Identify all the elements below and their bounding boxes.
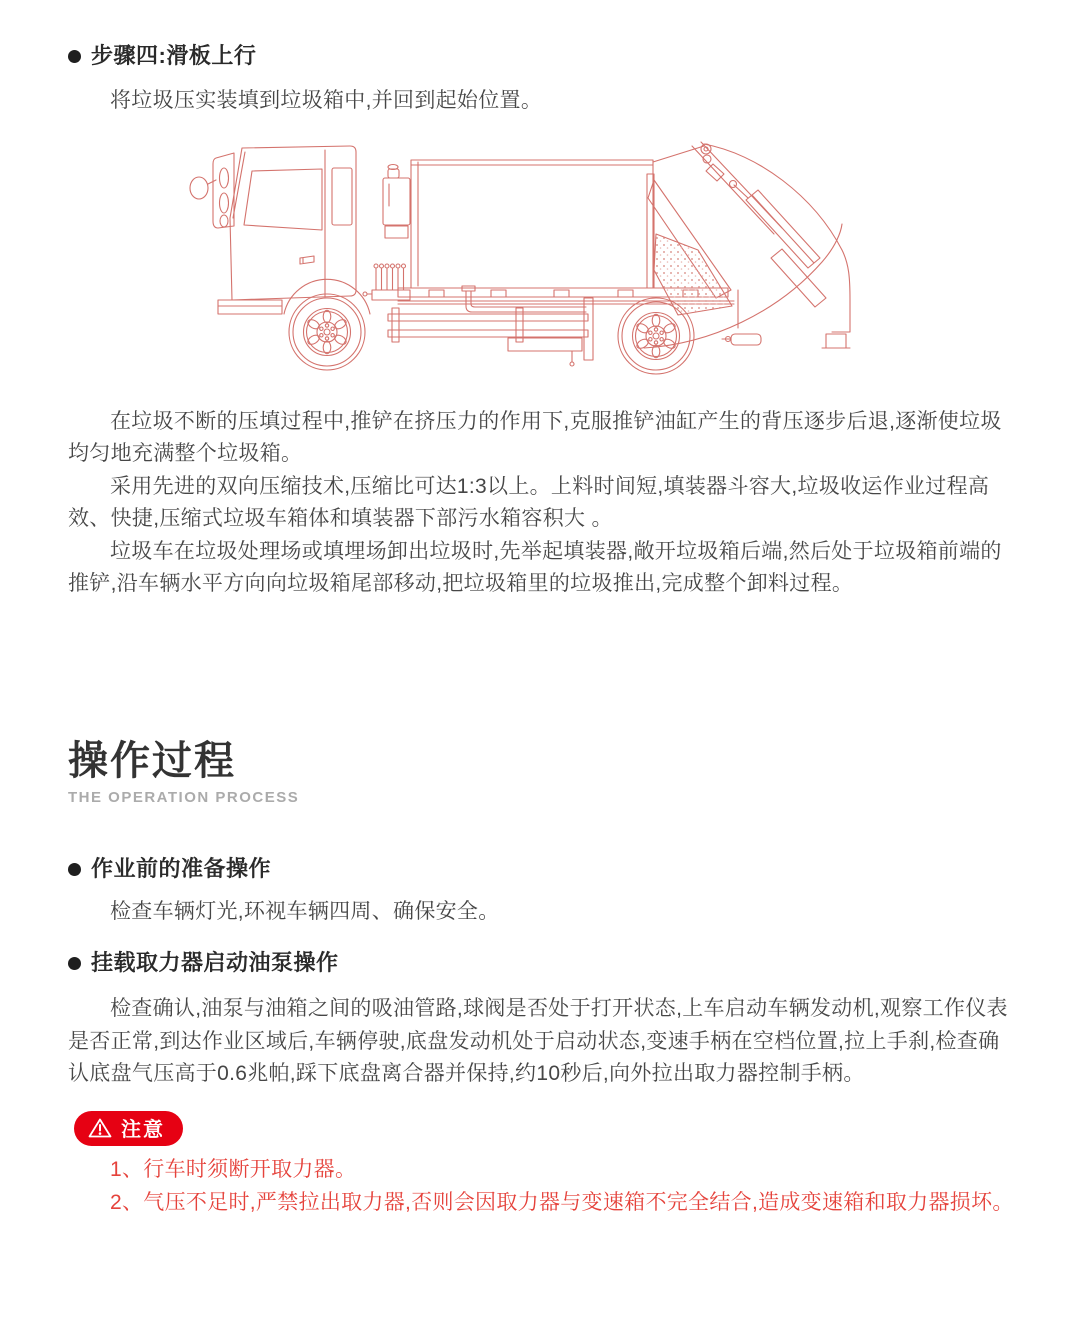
step-heading: 步骤四:滑板上行 xyxy=(91,43,257,68)
subsection-text: 检查确认,油泵与油箱之间的吸油管路,球阀是否处于打开状态,上车启动车辆发动机,观察工作仪表是否正常,到达作业区域后,车辆停驶,底盘发动机处于启动状态,变速手柄在空档位置,拉上手刹,检查确认底盘气压高于0.6兆帕,踩下底盘离合器并保持,约10秒后,向外拉出取力器控制手柄。 xyxy=(68,997,1008,1086)
subsection-heading-row xyxy=(68,855,1020,883)
notice-item: 1、行车时须断开取力器。 xyxy=(110,1157,357,1181)
operation-subtitle: THE OPERATION PROCESS xyxy=(68,789,300,807)
step-paragraph: 在垃圾不断的压填过程中,推铲在挤压力的作用下,克服推铲油缸产生的背压逐步后退,逐渐使垃圾均匀地充满整个垃圾箱。 xyxy=(68,410,1002,466)
bullet-dot-icon xyxy=(68,50,81,63)
notice-badge xyxy=(74,1111,183,1146)
notice-items xyxy=(68,1153,1020,1219)
truck-illustration xyxy=(186,138,866,390)
bullet-dot-icon xyxy=(68,863,81,876)
step-paragraph: 垃圾车在垃圾处理场或填埋场卸出垃圾时,先举起填装器,敞开垃圾箱后端,然后处于垃圾箱前端的推铲,沿车辆水平方向向垃圾箱尾部移动,把垃圾箱里的垃圾推出,完成整个卸料过程。 xyxy=(68,539,1002,596)
warning-triangle-icon xyxy=(88,1117,112,1138)
bullet-dot-icon xyxy=(68,957,81,970)
subsection-text: 检查车辆灯光,环视车辆四周、确保安全。 xyxy=(110,900,500,924)
subsection-heading-row xyxy=(68,949,1020,977)
operation-title-block xyxy=(68,738,1020,807)
step-paragraphs xyxy=(68,406,1020,600)
notice-item: 2、气压不足时,严禁拉出取力器,否则会因取力器与变速箱不完全结合,造成变速箱和取力器损坏。 xyxy=(110,1190,1014,1214)
step-description: 将垃圾压实装填到垃圾箱中,并回到起始位置。 xyxy=(110,89,543,112)
subsection-paragraphs xyxy=(68,993,1020,1090)
subsection-heading: 挂载取力器启动油泵操作 xyxy=(91,950,339,976)
subsection-heading: 作业前的准备操作 xyxy=(91,856,272,882)
notice-badge-label: 注意 xyxy=(121,1119,165,1142)
step-paragraph: 采用先进的双向压缩技术,压缩比可达1:3以上。上料时间短,填装器斗容大,垃圾收运作业过程高效、快捷,压缩式垃圾车箱体和填装器下部污水箱容积大 。 xyxy=(68,474,990,531)
operation-title: 操作过程 xyxy=(68,739,236,784)
step-heading-row xyxy=(68,42,1020,70)
